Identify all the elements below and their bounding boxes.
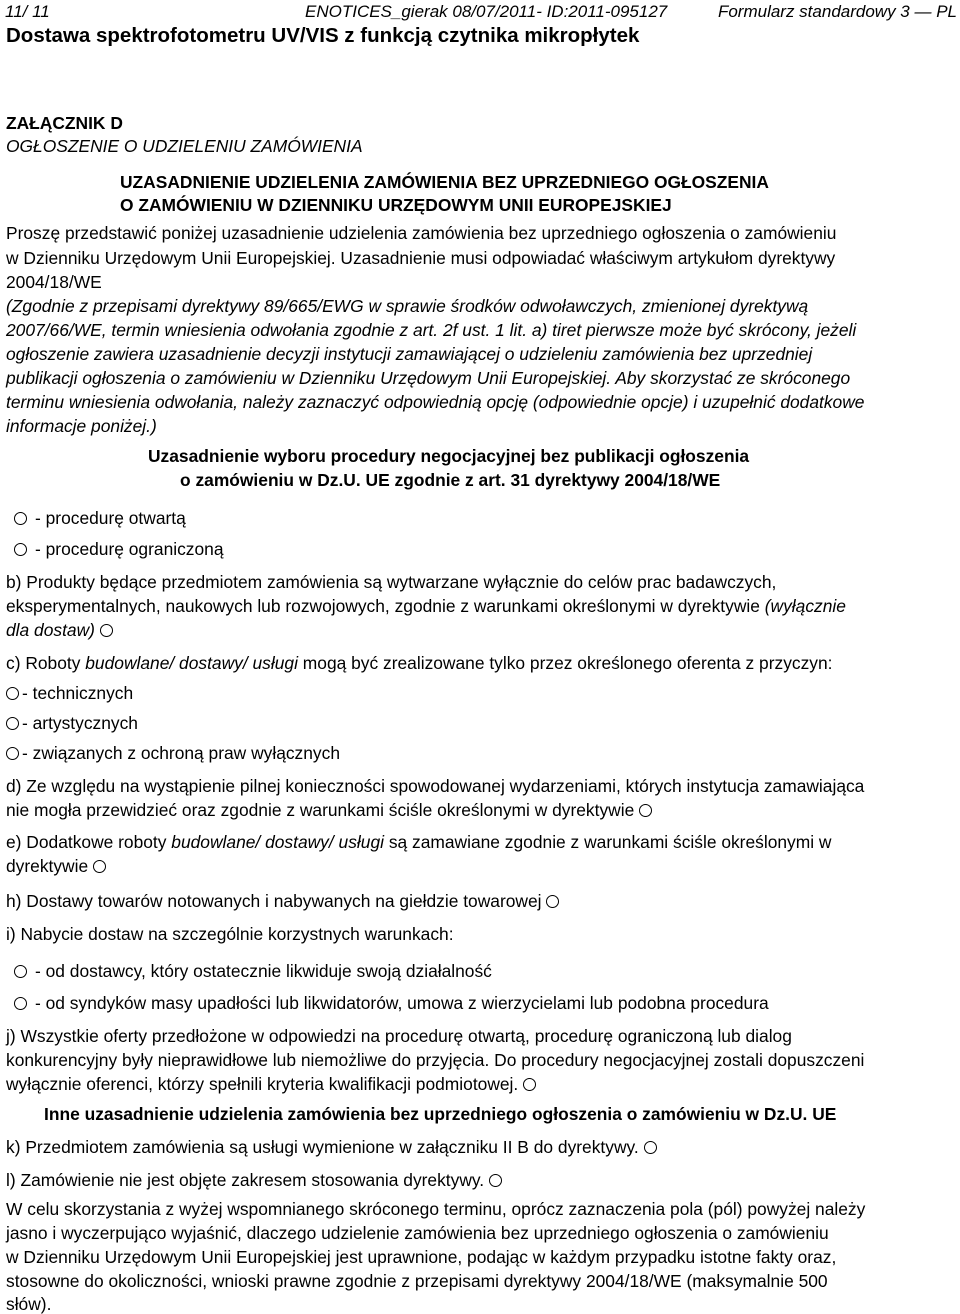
radio-icon[interactable] (14, 965, 27, 978)
liquidating-supplier-option[interactable]: - od dostawcy, który ostatecznie likwiduje swoją działalność (14, 963, 492, 980)
item-j-radio-icon[interactable] (523, 1078, 536, 1091)
radio-icon[interactable] (14, 512, 27, 525)
closing-line: słów). (6, 1294, 52, 1314)
item-e-line: e) Dodatkowe roboty budowlane/ dostawy/ usługi są zamawiane zgodnie z warunkami ściśle określonymi w (6, 832, 832, 852)
section-title-line: UZASADNIENIE UDZIELENIA ZAMÓWIENIA BEZ UPRZEDNIEGO OGŁOSZENIA (120, 172, 769, 192)
directive-note-line: informacje poniżej.) (6, 416, 157, 436)
page-header (5, 2, 957, 24)
insolvency-option[interactable]: - od syndyków masy upadłości lub likwidatorów, umowa z wierzycielami lub podobna procedura (14, 995, 769, 1012)
item-b-line: b) Produkty będące przedmiotem zamówienia są wytwarzane wyłącznie do celów prac badawczych, (6, 572, 777, 592)
page-number: 11/ 11 (5, 2, 50, 21)
item-h-radio-icon[interactable] (546, 895, 559, 908)
item-k-line: k) Przedmiotem zamówienia są usługi wymienione w załączniku II B do dyrektywy. (6, 1139, 657, 1156)
item-i-line: i) Nabycie dostaw na szczególnie korzystnych warunkach: (6, 924, 454, 944)
closing-line: stosowne do okoliczności, wnioski prawne zgodnie z przepisami dyrektywy 2004/18/WE (maksymalnie 500 (6, 1271, 828, 1291)
document-title: Dostawa spektrofotometru UV/VIS z funkcją czytnika mikropłytek (6, 24, 640, 47)
item-j-line: j) Wszystkie oferty przedłożone w odpowiedzi na procedurę otwartą, procedurę ograniczoną lub dialog (6, 1026, 792, 1046)
radio-icon[interactable] (14, 997, 27, 1010)
open-procedure-option[interactable]: - procedurę otwartą (14, 510, 186, 527)
radio-icon[interactable] (6, 687, 19, 700)
artistic-reasons-option[interactable]: - artystycznych (6, 715, 138, 732)
negotiated-title-line: o zamówieniu w Dz.U. UE zgodnie z art. 31 dyrektywy 2004/18/WE (180, 470, 721, 490)
item-c-line: c) Roboty budowlane/ dostawy/ usługi mogą być zrealizowane tylko przez określonego oferenta z przyczyn: (6, 653, 833, 673)
item-l-radio-icon[interactable] (489, 1174, 502, 1187)
item-k-radio-icon[interactable] (644, 1141, 657, 1154)
item-b-line: eksperymentalnych, naukowych lub rozwojowych, zgodnie z warunkami określonymi w dyrektywie (wyłącznie (6, 596, 846, 616)
section-title-line: O ZAMÓWIENIU W DZIENNIKU URZĘDOWYM UNII EUROPEJSKIEJ (120, 195, 672, 215)
item-d-radio-icon[interactable] (639, 804, 652, 817)
item-j-line: wyłącznie oferenci, którzy spełnili kryteria kwalifikacji podmiotowej. (6, 1076, 536, 1093)
form-type: Formularz standardowy 3 — PL (717, 2, 957, 21)
annex-subtitle: OGŁOSZENIE O UDZIELENIU ZAMÓWIENIA (6, 136, 363, 156)
directive-note-line: (Zgodnie z przepisami dyrektywy 89/665/EWG w sprawie środków odwoławczych, zmienionej dyrektywą (6, 296, 809, 316)
item-b-line: dla dostaw) (6, 622, 113, 639)
closing-line: W celu skorzystania z wyżej wspomnianego skróconego terminu, oprócz zaznaczenia pola (pól) powyżej należy (6, 1199, 866, 1219)
item-d-line: nie mogła przewidzieć oraz zgodnie z warunkami ściśle określonymi w dyrektywie (6, 802, 652, 819)
intro-line: w Dzienniku Urzędowym Unii Europejskiej. Uzasadnienie musi odpowiadać właściwym artykułom dyrektywy (6, 248, 836, 268)
item-d-line: d) Ze względu na wystąpienie pilnej konieczności spowodowanej wydarzeniami, których instytucja zamawiająca (6, 776, 865, 796)
item-j-line: konkurencyjny były nieprawidłowe lub niemożliwe do przyjęcia. Do procedury negocjacyjnej zostali dopuszczeni (6, 1050, 865, 1070)
directive-note-line: ogłoszenie zawiera uzasadnienie decyzji instytucji zamawiającej o udzieleniu zamówienia bez uprzedniej (6, 344, 813, 364)
other-justification-title: Inne uzasadnienie udzielenia zamówienia bez uprzedniego ogłoszenia o zamówieniu w Dz.U. UE (44, 1104, 837, 1124)
directive-note-line: publikacji ogłoszenia o zamówieniu w Dzienniku Urzędowym Unii Europejskiej. Aby skorzystać ze skróconego (6, 368, 851, 388)
notice-id: ENOTICES_gierak 08/07/2011- ID:2011-095127 (305, 2, 668, 21)
item-b-radio-icon[interactable] (100, 624, 113, 637)
radio-icon[interactable] (14, 543, 27, 556)
technical-reasons-option[interactable]: - technicznych (6, 685, 133, 702)
negotiated-title-line: Uzasadnienie wyboru procedury negocjacyjnej bez publikacji ogłoszenia (148, 446, 750, 466)
item-e-radio-icon[interactable] (93, 860, 106, 873)
item-l-line: l) Zamówienie nie jest objęte zakresem stosowania dyrektywy. (6, 1172, 502, 1189)
directive-note-line: terminu wniesienia odwołania, należy zaznaczyć odpowiednią opcję (odpowiednie opcje) i uzupełnić dodatkowe (6, 392, 865, 412)
radio-icon[interactable] (6, 747, 19, 760)
intro-line: Proszę przedstawić poniżej uzasadnienie udzielenia zamówienia bez uprzedniego ogłoszenia o zamówieniu (6, 223, 837, 243)
radio-icon[interactable] (6, 717, 19, 730)
annex-title: ZAŁĄCZNIK D (6, 113, 123, 133)
restricted-procedure-option[interactable]: - procedurę ograniczoną (14, 541, 224, 558)
item-h-line: h) Dostawy towarów notowanych i nabywanych na giełdzie towarowej (6, 893, 559, 910)
closing-line: jasno i wyczerpująco wyjaśnić, dlaczego udzielenie zamówienia bez uprzedniego ogłoszenia o zamówieniu (6, 1223, 829, 1243)
exclusive-rights-option[interactable]: - związanych z ochroną praw wyłącznych (6, 745, 340, 762)
closing-line: w Dzienniku Urzędowym Unii Europejskiej jest uprawnione, podając w każdym przypadku istotne fakty oraz, (6, 1247, 837, 1267)
directive-note-line: 2007/66/WE, termin wniesienia odwołania zgodnie z art. 2f ust. 1 lit. a) tiret pierwsze może być skrócony, jeżeli (6, 320, 857, 340)
item-e-line: dyrektywie (6, 858, 106, 875)
intro-line: 2004/18/WE (6, 272, 102, 292)
